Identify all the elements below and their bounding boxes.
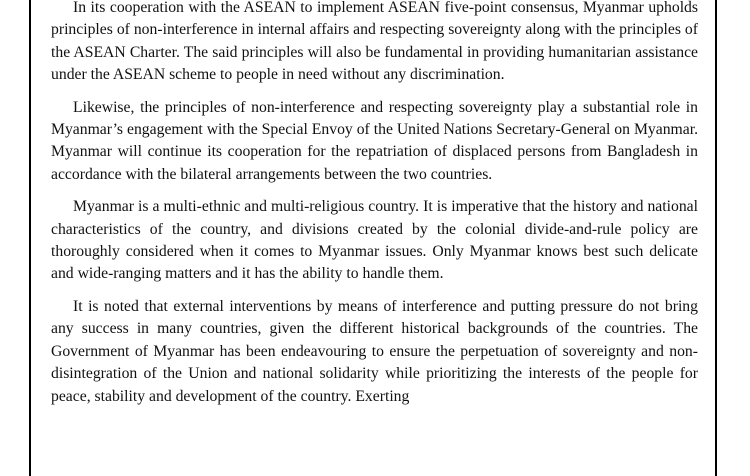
paragraph-multi-ethnic-country: Myanmar is a multi-ethnic and multi-religious country. It is imperative that the history and national characteristics of the country, and divisions created by the colonial divide-and-rule policy are thoroughly considered when it comes to Myanmar issues. Only Myanmar knows best such delicate and wide-ranging matters and it has the ability to handle them. — [51, 198, 698, 283]
paragraph-external-interventions: It is noted that external interventions by means of interference and putting pressure do not bring any success in many countries, given the different historical backgrounds of the countries. The Government of Myanmar has been endeavouring to ensure the perpetuation of sovereignty and non-disintegration of the Union and national solidarity while prioritizing the interests of the people for peace, stability and development of the country. Exerting — [51, 297, 698, 405]
paragraph-un-special-envoy: Likewise, the principles of non-interference and respecting sovereignty play a substantial role in Myanmar’s engagement with the Special Envoy of the United Nations Secretary-General on Myanmar. Myanmar will continue its cooperation for the repatriation of displaced persons from Bangladesh in accordance with the bilateral arrangements between the two countries. — [51, 98, 698, 183]
paragraph-asean-cooperation: In its cooperation with the ASEAN to implement ASEAN five-point consensus, Myanmar upholds principles of non-interference in internal affairs and respecting sovereignty along with the principles of the ASEAN Charter. The said principles will also be fundamental in providing humanitarian assistance under the ASEAN scheme to people in need without any discrimination. — [51, 0, 698, 84]
document-body — [51, 0, 698, 418]
